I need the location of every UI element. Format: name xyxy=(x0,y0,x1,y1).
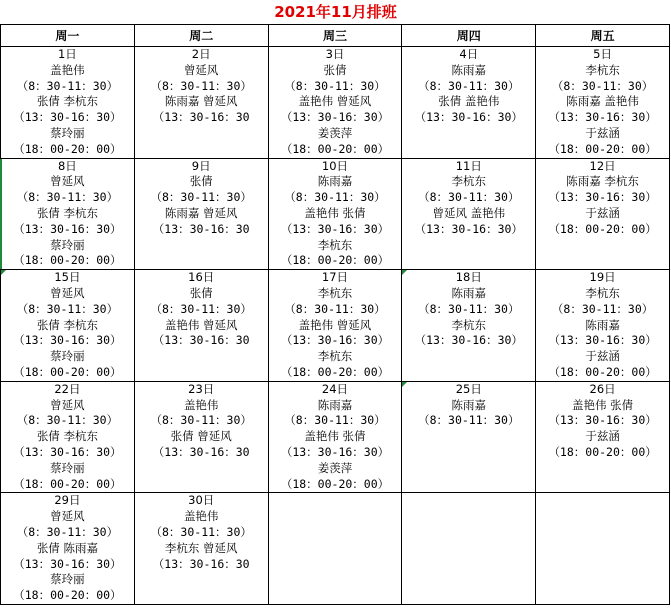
shift-time: （18：00-20：00） xyxy=(548,364,657,379)
shift-time: （18：00-20：00） xyxy=(548,221,657,236)
staff-names: 曾延风 xyxy=(50,509,85,524)
day-cell[interactable] xyxy=(1,158,135,270)
staff-names: 张倩 李杭东 xyxy=(36,317,98,332)
shift-time: （13：30-16：30） xyxy=(548,413,657,428)
shift-time: （13：30-16：30） xyxy=(280,110,390,125)
shift-time: （8：30-11：30） xyxy=(150,301,252,316)
weekday-header-fri[interactable]: 周五 xyxy=(536,25,670,47)
shift-time: （13：30-16：30） xyxy=(13,110,122,125)
cell-comment-marker xyxy=(402,382,407,387)
day-number: 8日 xyxy=(57,158,77,173)
staff-names: 于兹涵 xyxy=(585,125,620,140)
shift-time: （8：30-11：30） xyxy=(551,301,654,316)
day-number: 3日 xyxy=(325,47,345,61)
shift-time: （8：30-11：30） xyxy=(150,524,252,539)
staff-names: 张倩 xyxy=(323,62,347,77)
day-number: 10日 xyxy=(321,158,349,173)
staff-names: 李杭东 xyxy=(451,174,487,189)
day-number: 17日 xyxy=(321,270,349,285)
day-number: 15日 xyxy=(54,270,81,285)
schedule-body xyxy=(1,47,670,605)
shift-time: （8：30-11：30） xyxy=(418,78,520,93)
week-row xyxy=(1,381,670,493)
day-number: 23日 xyxy=(188,381,215,396)
shift-time: （18：00-20：00） xyxy=(280,253,390,268)
day-cell[interactable] xyxy=(536,47,670,159)
day-number: 16日 xyxy=(188,270,215,285)
staff-names: 蔡玲丽 xyxy=(50,237,85,252)
shift-time: （18：00-20：00） xyxy=(13,141,122,156)
day-cell[interactable] xyxy=(402,493,536,605)
day-number: 29日 xyxy=(54,493,81,508)
day-number: 25日 xyxy=(455,381,482,396)
shift-time: （8：30-11：30） xyxy=(551,78,654,93)
shift-time: （18：00-20：00） xyxy=(280,364,390,379)
staff-names: 李杭东 xyxy=(585,62,620,77)
shift-time: （13：30-16：30） xyxy=(548,110,657,125)
shift-time: （18：00-20：00） xyxy=(280,141,390,156)
staff-names: 李杭东 xyxy=(585,285,620,300)
day-cell[interactable] xyxy=(536,381,670,493)
staff-names: 李杭东 xyxy=(317,237,353,252)
day-number: 2日 xyxy=(191,47,211,61)
shift-time: （18：00-20：00） xyxy=(548,444,657,459)
shift-time: （8：30-11：30） xyxy=(16,524,119,539)
shift-time: （18：00-20：00） xyxy=(13,588,122,603)
staff-names: 陈雨嘉 xyxy=(317,174,353,189)
day-cell[interactable] xyxy=(1,47,135,159)
day-number: 4日 xyxy=(459,47,479,61)
shift-time: （8：30-11：30） xyxy=(150,78,252,93)
day-number: 24日 xyxy=(321,381,349,396)
weekday-header-tue[interactable]: 周二 xyxy=(134,25,268,47)
weekday-header-wed[interactable]: 周三 xyxy=(268,25,402,47)
day-cell[interactable] xyxy=(402,47,536,159)
shift-time: （8：30-11：30） xyxy=(16,78,119,93)
day-number: 19日 xyxy=(589,270,616,285)
staff-names: 盖艳伟 xyxy=(183,509,219,524)
staff-names: 张倩 李杭东 xyxy=(36,429,98,444)
day-cell[interactable] xyxy=(268,270,402,382)
staff-names: 盖艳伟 xyxy=(183,397,219,412)
shift-time: （8：30-11：30） xyxy=(418,301,520,316)
shift-time: （8：30-11：30） xyxy=(284,413,386,428)
shift-time: （13：30-16：30 xyxy=(152,110,250,125)
shift-time: （13：30-16：30） xyxy=(13,444,122,459)
staff-names: 陈雨嘉 盖艳伟 xyxy=(566,94,639,109)
week-row xyxy=(1,493,670,605)
staff-names: 于兹涵 xyxy=(585,429,620,444)
staff-names: 张倩 xyxy=(189,174,213,189)
staff-names: 李杭东 曾延风 xyxy=(164,540,238,555)
day-cell[interactable] xyxy=(134,158,268,270)
staff-names: 曾延风 盖艳伟 xyxy=(432,205,506,220)
staff-names: 陈雨嘉 xyxy=(451,285,487,300)
shift-time: （8：30-11：30） xyxy=(16,190,119,205)
shift-time: （13：30-16：30） xyxy=(13,556,122,571)
shift-time: （13：30-16：30） xyxy=(13,221,122,236)
cell-selection-bar xyxy=(0,159,2,269)
shift-time: （13：30-16：30） xyxy=(280,444,390,459)
day-cell[interactable] xyxy=(134,47,268,159)
day-cell[interactable] xyxy=(402,158,536,270)
shift-time: （8：30-11：30） xyxy=(150,413,252,428)
staff-names: 张倩 李杭东 xyxy=(36,205,98,220)
staff-names: 陈雨嘉 xyxy=(317,397,353,412)
staff-names: 李杭东 xyxy=(317,349,353,364)
day-number: 5日 xyxy=(593,47,612,61)
week-row xyxy=(1,270,670,382)
shift-time: （13：30-16：30） xyxy=(414,333,523,348)
staff-names: 张倩 盖艳伟 xyxy=(438,94,500,109)
day-cell[interactable] xyxy=(268,47,402,159)
weekday-header-thu[interactable]: 周四 xyxy=(402,25,536,47)
day-cell[interactable] xyxy=(268,381,402,493)
day-cell[interactable] xyxy=(268,158,402,270)
staff-names: 曾延风 xyxy=(183,62,219,77)
staff-names: 于兹涵 xyxy=(585,205,620,220)
shift-time: （18：00-20：00） xyxy=(280,476,390,491)
staff-names: 张倩 李杭东 xyxy=(36,94,98,109)
shift-time: （8：30-11：30） xyxy=(16,413,119,428)
shift-time: （13：30-16：30） xyxy=(280,221,390,236)
page-title: 2021年11月排班 xyxy=(274,3,397,21)
day-cell[interactable] xyxy=(402,270,536,382)
shift-time: （8：30-11：30） xyxy=(284,301,386,316)
staff-names: 曾延风 xyxy=(50,174,85,189)
staff-names: 张倩 曾延风 xyxy=(170,429,232,444)
shift-time: （13：30-16：30） xyxy=(13,333,122,348)
shift-time: （13：30-16：30 xyxy=(152,556,250,571)
day-number: 26日 xyxy=(589,381,616,396)
shift-time: （8：30-11：30） xyxy=(150,190,252,205)
staff-names: 陈雨嘉 李杭东 xyxy=(566,174,639,189)
staff-names: 姜羡萍 xyxy=(317,460,353,475)
day-cell[interactable] xyxy=(536,493,670,605)
staff-names: 张倩 陈雨嘉 xyxy=(36,540,98,555)
shift-time: （13：30-16：30 xyxy=(152,221,250,236)
staff-names: 盖艳伟 张倩 xyxy=(304,429,366,444)
shift-time: （13：30-16：30 xyxy=(152,444,250,459)
shift-time: （13：30-16：30） xyxy=(414,110,523,125)
staff-names: 陈雨嘉 曾延风 xyxy=(164,94,238,109)
staff-names: 于兹涵 xyxy=(585,349,620,364)
staff-names: 蔡玲丽 xyxy=(50,572,85,587)
day-cell[interactable] xyxy=(134,381,268,493)
staff-names: 盖艳伟 曾延风 xyxy=(164,317,238,332)
day-cell[interactable] xyxy=(134,270,268,382)
shift-time: （8：30-11：30） xyxy=(418,190,520,205)
staff-names: 盖艳伟 张倩 xyxy=(304,205,366,220)
staff-names: 陈雨嘉 xyxy=(451,397,487,412)
day-number: 30日 xyxy=(188,493,215,508)
staff-names: 曾延风 xyxy=(50,285,85,300)
day-cell[interactable] xyxy=(536,270,670,382)
staff-names: 陈雨嘉 xyxy=(451,62,487,77)
shift-time: （8：30-11：30） xyxy=(284,78,386,93)
staff-names: 盖艳伟 曾延风 xyxy=(298,317,372,332)
day-number: 9日 xyxy=(191,158,211,173)
shift-time: （8：30-11：30） xyxy=(418,413,520,428)
staff-names: 曾延风 xyxy=(50,397,85,412)
day-cell[interactable] xyxy=(268,493,402,605)
cell-comment-marker xyxy=(402,270,407,275)
weekday-header-mon[interactable]: 周一 xyxy=(1,25,135,47)
staff-names: 李杭东 xyxy=(451,317,487,332)
day-number: 22日 xyxy=(54,381,81,396)
shift-time: （8：30-11：30） xyxy=(284,190,386,205)
shift-time: （8：30-11：30） xyxy=(16,301,119,316)
staff-names: 盖艳伟 xyxy=(50,62,85,77)
day-cell[interactable] xyxy=(1,270,135,382)
shift-time: （13：30-16：30） xyxy=(414,221,523,236)
day-number: 11日 xyxy=(455,158,482,173)
shift-time: （18：00-20：00） xyxy=(13,476,122,491)
staff-names: 蔡玲丽 xyxy=(50,349,85,364)
week-row xyxy=(1,158,670,270)
day-cell[interactable] xyxy=(1,381,135,493)
day-number: 1日 xyxy=(57,47,77,61)
shift-time: （13：30-16：30） xyxy=(548,333,657,348)
staff-names: 蔡玲丽 xyxy=(50,460,85,475)
day-cell[interactable] xyxy=(134,493,268,605)
shift-time: （18：00-20：00） xyxy=(13,253,122,268)
day-number: 12日 xyxy=(589,158,616,173)
shift-time: （18：00-20：00） xyxy=(13,364,122,379)
staff-names: 蔡玲丽 xyxy=(50,125,85,140)
staff-names: 陈雨嘉 xyxy=(585,317,620,332)
shift-time: （13：30-16：30 xyxy=(152,333,250,348)
day-number: 18日 xyxy=(455,270,482,285)
staff-names: 盖艳伟 曾延风 xyxy=(298,94,372,109)
schedule-table xyxy=(0,24,670,605)
day-cell[interactable] xyxy=(402,381,536,493)
weekday-header-row xyxy=(1,25,670,47)
staff-names: 李杭东 xyxy=(317,285,353,300)
staff-names: 张倩 xyxy=(189,285,213,300)
shift-time: （13：30-16：30） xyxy=(280,333,390,348)
week-row xyxy=(1,47,670,159)
day-cell[interactable] xyxy=(1,493,135,605)
shift-time: （13：30-16：30） xyxy=(548,190,657,205)
staff-names: 陈雨嘉 曾延风 xyxy=(164,205,238,220)
staff-names: 姜羡萍 xyxy=(317,125,353,140)
shift-time: （18：00-20：00） xyxy=(548,141,657,156)
cell-comment-marker xyxy=(1,270,6,275)
day-cell[interactable] xyxy=(536,158,670,270)
staff-names: 盖艳伟 张倩 xyxy=(572,397,634,412)
